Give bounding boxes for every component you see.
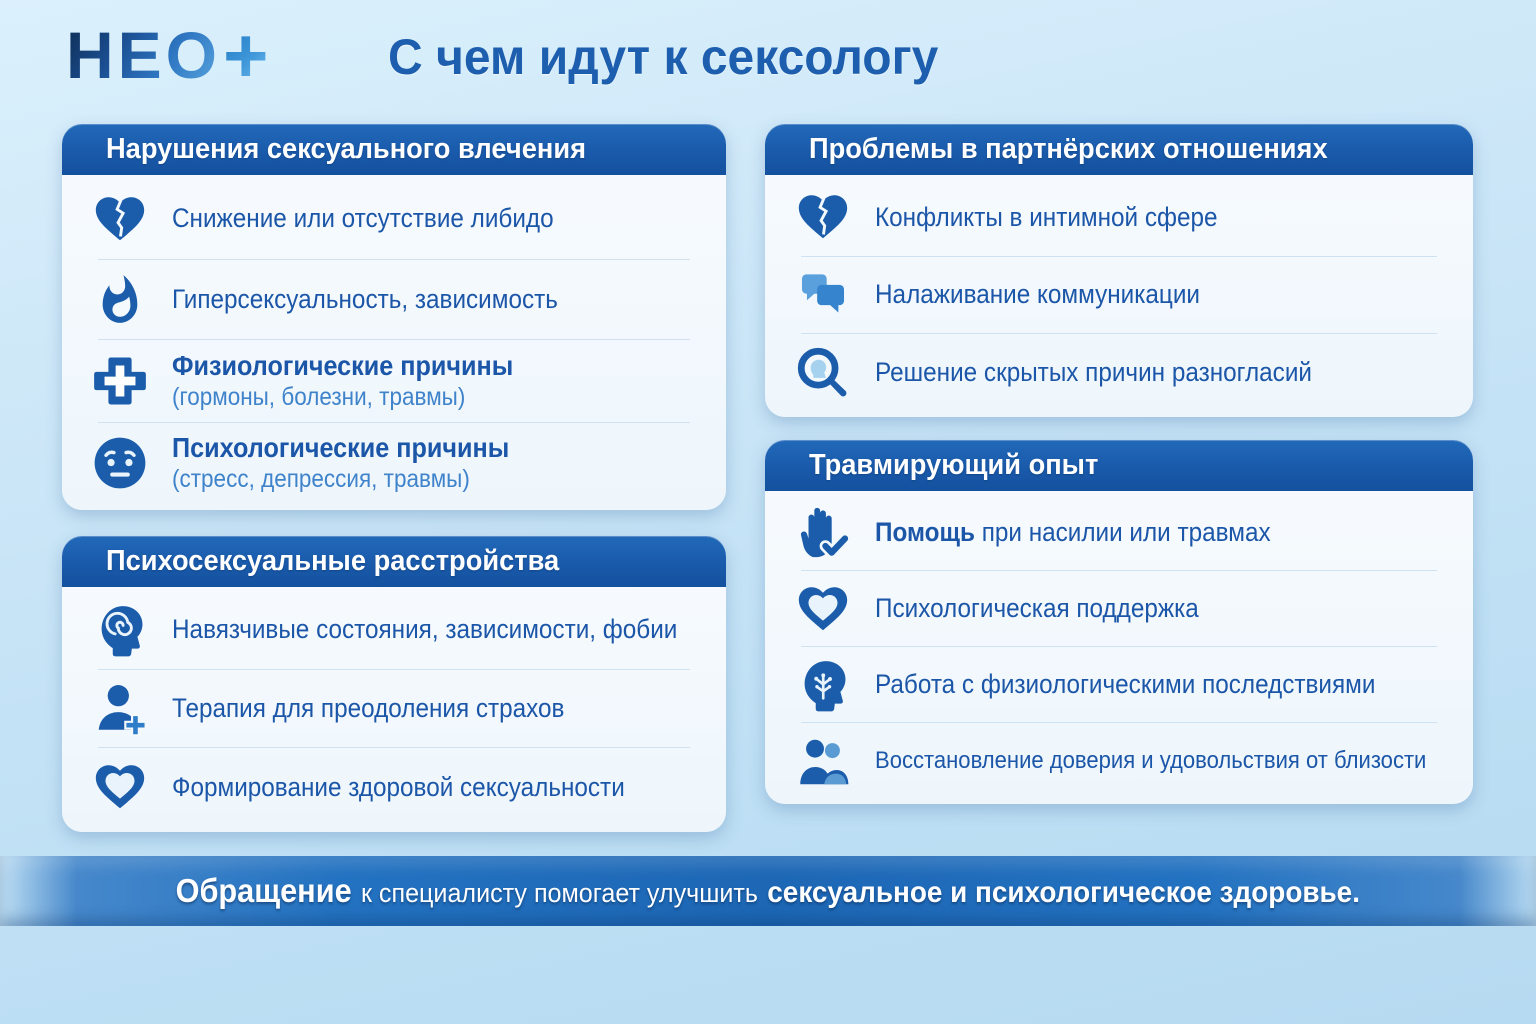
medical-cross-icon xyxy=(90,351,150,411)
flame-icon xyxy=(90,269,150,329)
list-item xyxy=(90,269,698,329)
divider xyxy=(98,339,690,340)
logo-plus-icon: + xyxy=(223,11,269,99)
item-sublabel: (стресс, депрессия, травмы) xyxy=(172,465,470,494)
card-body xyxy=(765,175,1473,417)
list-item xyxy=(90,600,698,660)
divider xyxy=(801,333,1437,334)
card-title: Травмирующий опыт xyxy=(809,449,1099,481)
card-header xyxy=(62,536,726,587)
couple-icon xyxy=(793,731,853,791)
card-sexual-desire-disorders xyxy=(62,124,726,510)
item-label: Навязчивые состояния, зависимости, фобии xyxy=(172,614,678,645)
divider xyxy=(98,747,690,748)
item-label: Работа с физиологическими последствиями xyxy=(875,669,1376,699)
item-label: Гиперсексуальность, зависимость xyxy=(172,283,558,314)
card-title: Психосексуальные расстройства xyxy=(106,545,560,577)
list-item xyxy=(793,187,1445,247)
magnifier-head-icon xyxy=(793,343,853,403)
logo-neo-text: НЕО xyxy=(66,18,222,93)
head-tree-icon xyxy=(793,655,853,715)
list-item xyxy=(90,189,698,249)
card-header xyxy=(62,124,726,175)
heart-in-heart-icon xyxy=(90,757,150,817)
item-label: Восстановление доверия и удовольствия от близости xyxy=(875,746,1427,774)
item-label: Формирование здоровой сексуальности xyxy=(172,771,625,802)
item-label: Психологическая поддержка xyxy=(875,593,1199,623)
list-item xyxy=(793,503,1445,563)
footer-banner xyxy=(0,856,1536,926)
divider xyxy=(801,256,1437,257)
divider xyxy=(98,259,690,260)
item-label: Налаживание коммуникации xyxy=(875,279,1200,310)
item-label: Терапия для преодоления страхов xyxy=(172,692,565,723)
footer-text xyxy=(176,872,1360,910)
list-item xyxy=(793,265,1445,325)
footer-lead: Обращение xyxy=(175,872,352,909)
divider xyxy=(801,570,1437,571)
card-psychosexual-disorders xyxy=(62,536,726,832)
list-item xyxy=(90,350,698,412)
item-label: Физиологические причины xyxy=(172,349,514,381)
card-body xyxy=(765,491,1473,804)
card-header xyxy=(765,440,1473,491)
card-header xyxy=(765,124,1473,175)
divider xyxy=(98,669,690,670)
divider xyxy=(98,422,690,423)
list-item xyxy=(90,678,698,738)
worried-face-icon xyxy=(90,433,150,493)
item-label: Помощь при насилии или травмах xyxy=(875,517,1271,547)
brand-logo xyxy=(66,11,269,99)
broken-heart-icon xyxy=(90,189,150,249)
card-partner-relationship-problems xyxy=(765,124,1473,417)
list-item xyxy=(793,343,1445,403)
list-item xyxy=(90,757,698,817)
footer-emphasis: сексуальное и психологическое здоровье. xyxy=(767,876,1361,909)
item-label: Снижение или отсутствие либидо xyxy=(172,203,554,234)
head-spiral-icon xyxy=(90,600,150,660)
heart-in-heart-icon xyxy=(793,579,853,639)
list-item xyxy=(90,432,698,494)
list-item xyxy=(793,731,1445,791)
broken-heart-icon xyxy=(793,187,853,247)
item-label: Психологические причины xyxy=(172,432,510,464)
item-sublabel: (гормоны, болезни, травмы) xyxy=(172,382,466,411)
list-item xyxy=(793,655,1445,715)
item-label: Решение скрытых причин разногласий xyxy=(875,357,1312,388)
card-traumatic-experience xyxy=(765,440,1473,804)
card-title: Нарушения сексуального влечения xyxy=(106,133,586,165)
divider xyxy=(801,646,1437,647)
list-item xyxy=(793,579,1445,639)
card-body xyxy=(62,587,726,832)
card-title: Проблемы в партнёрских отношениях xyxy=(809,133,1328,165)
chat-bubbles-icon xyxy=(793,265,853,325)
person-plus-icon xyxy=(90,678,150,738)
divider xyxy=(801,722,1437,723)
stop-hand-check-icon xyxy=(793,503,853,563)
page-title: С чем идут к сексологу xyxy=(388,29,939,85)
item-label: Конфликты в интимной сфере xyxy=(875,201,1218,232)
card-body xyxy=(62,175,726,510)
footer-middle: к специалисту помогает улучшить xyxy=(361,878,759,908)
